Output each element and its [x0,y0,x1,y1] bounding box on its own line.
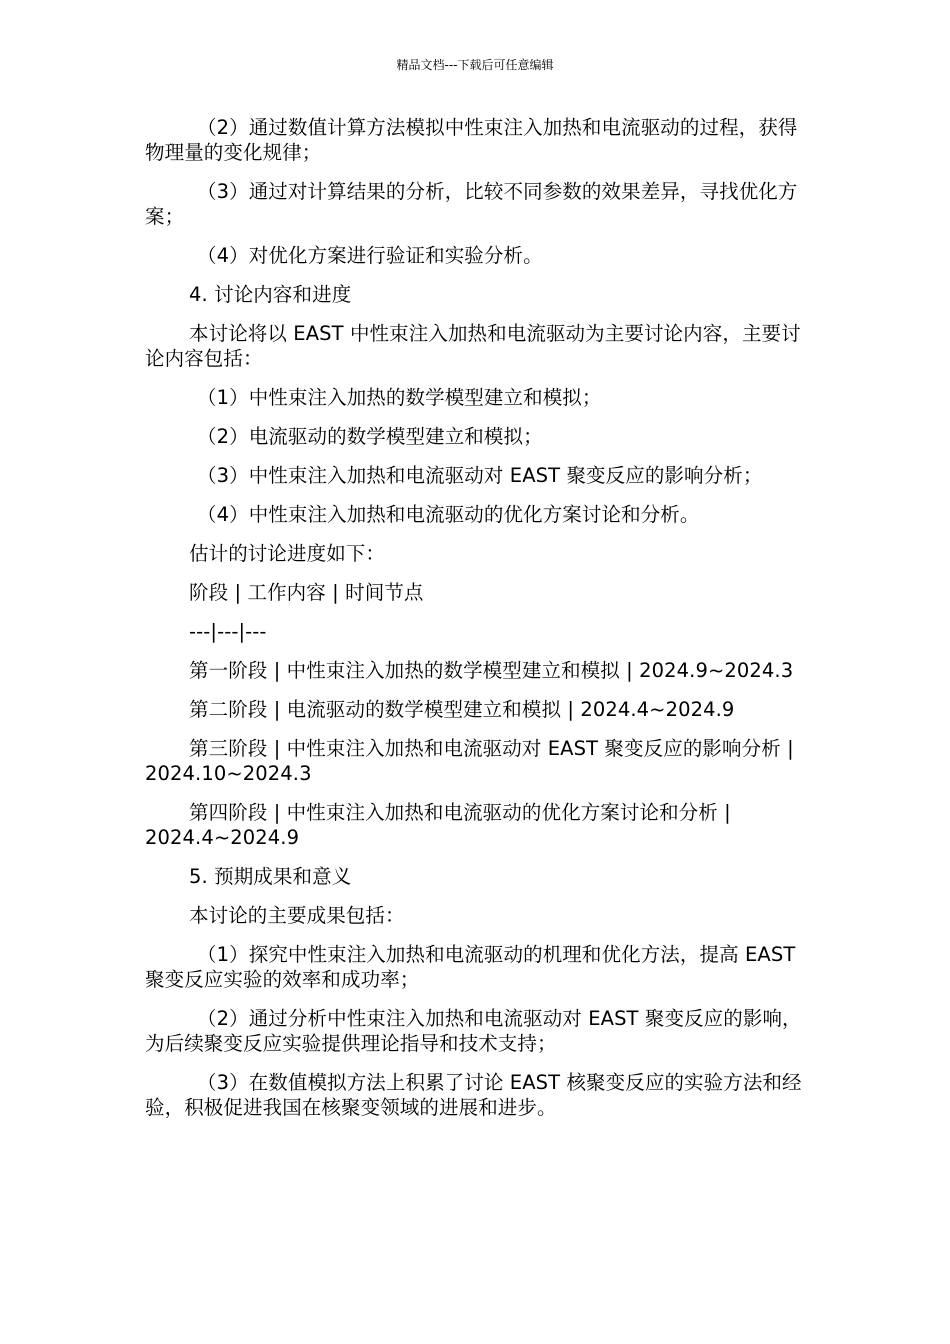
paragraph: 4. 讨论内容和进度 [189,283,352,306]
paragraph: 估计的讨论进度如下： [189,542,386,565]
paragraph: （3）通过对计算结果的分析，比较不同参数的效果差异，寻找优化方案； [145,180,798,228]
paragraph: （3）在数值模拟方法上积累了讨论 EAST 核聚变反应的实验方法和经验，积极促进我国在核聚变领域的进展和进步。 [145,1071,802,1119]
page-header: 精品文档---下载后可任意编辑 [396,58,554,72]
paragraph: （1）中性束注入加热的数学模型建立和模拟； [197,386,602,409]
paragraph: （2）通过数值计算方法模拟中性束注入加热和电流驱动的过程，获得物理量的变化规律； [145,116,798,164]
paragraph: （4）对优化方案进行验证和实验分析。 [197,244,543,267]
paragraph: ---|---|--- [189,620,267,643]
paragraph: （2）电流驱动的数学模型建立和模拟； [197,425,543,448]
paragraph: 第四阶段 | 中性束注入加热和电流驱动的优化方案讨论和分析 | 2024.4~2024.9 [145,801,731,849]
document-body [145,115,807,1134]
paragraph: 阶段 | 工作内容 | 时间节点 [189,581,424,604]
paragraph: （3）中性束注入加热和电流驱动对 EAST 聚变反应的影响分析； [197,464,763,487]
paragraph: 第一阶段 | 中性束注入加热的数学模型建立和模拟 | 2024.9~2024.3 [189,659,794,682]
paragraph: （1）探究中性束注入加热和电流驱动的机理和优化方法，提高 EAST 聚变反应实验的效率和成功率； [145,943,796,991]
paragraph: 本讨论的主要成果包括： [189,904,405,927]
paragraph: 第二阶段 | 电流驱动的数学模型建立和模拟 | 2024.4~2024.9 [189,698,735,721]
paragraph: （2）通过分析中性束注入加热和电流驱动对 EAST 聚变反应的影响，为后续聚变反应实验提供理论指导和技术支持； [145,1007,802,1055]
paragraph: （4）中性束注入加热和电流驱动的优化方案讨论和分析。 [197,503,700,526]
paragraph: 本讨论将以 EAST 中性束注入加热和电流驱动为主要讨论内容，主要讨论内容包括： [145,322,801,370]
paragraph: 第三阶段 | 中性束注入加热和电流驱动对 EAST 聚变反应的影响分析 | 2024.10~2024.3 [145,737,794,785]
paragraph: 5. 预期成果和意义 [189,865,352,888]
